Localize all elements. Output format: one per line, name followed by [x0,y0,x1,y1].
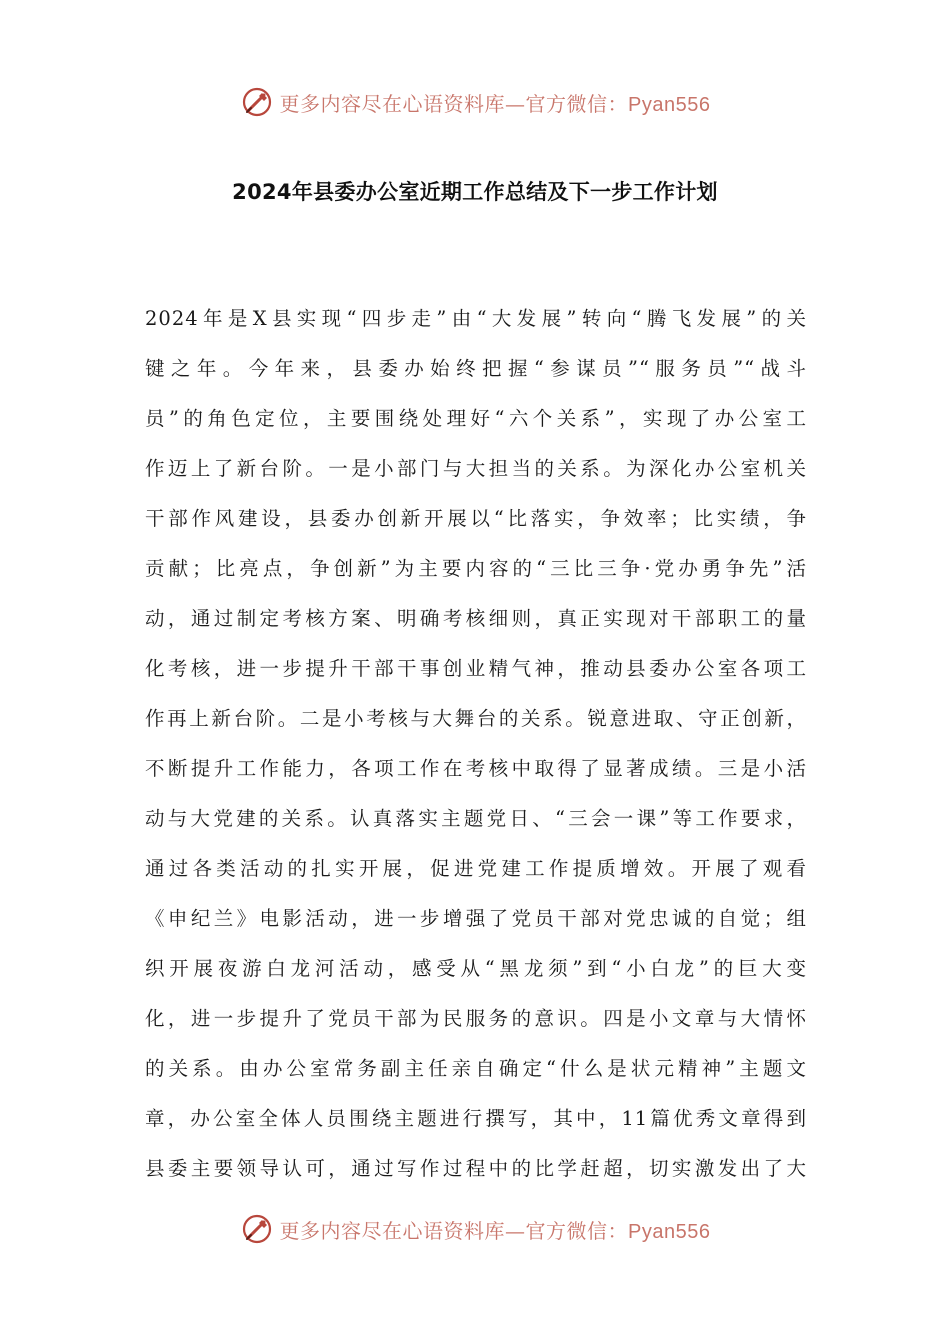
document-body [145,294,807,1194]
document-title: 2024年县委办公室近期工作总结及下一步工作计划 [232,180,718,204]
body-line: 《申纪兰》电影活动，进一步增强了党员干部对党忠诚的自觉；组 [145,907,807,930]
body-line: 作再上新台阶。二是小考核与大舞台的关系。锐意进取、守正创新， [145,707,807,730]
pen-logo-icon [240,1212,274,1246]
body-line: 动与大党建的关系。认真落实主题党日、“三会一课”等工作要求， [145,807,807,830]
watermark-text: 更多内容尽在心语资料库—官方微信：Pyan556 [279,1218,711,1243]
body-line: 章，办公室全体人员围绕主题进行撰写，其中，11篇优秀文章得到 [145,1107,807,1130]
wechat-id: Pyan556 [628,93,711,116]
body-line: 通过各类活动的扎实开展，促进党建工作提质增效。开展了观看 [145,857,807,880]
body-line: 键之年。今年来，县委办始终把握“参谋员”“服务员”“战斗 [145,357,807,380]
body-line: 化，进一步提升了党员干部为民服务的意识。四是小文章与大情怀 [145,1007,807,1030]
body-line: 动，通过制定考核方案、明确考核细则，真正实现对干部职工的量 [145,607,807,630]
body-line: 的关系。由办公室常务副主任亲自确定“什么是状元精神”主题文 [145,1057,807,1080]
watermark-text: 更多内容尽在心语资料库—官方微信：Pyan556 [279,91,711,116]
body-line: 县委主要领导认可，通过写作过程中的比学赶超，切实激发出了大 [145,1157,807,1180]
body-line: 不断提升工作能力，各项工作在考核中取得了显著成绩。三是小活 [145,757,807,780]
wechat-id: Pyan556 [628,1220,711,1243]
body-line: 化考核，进一步提升干部干事创业精气神，推动县委办公室各项工 [145,657,807,680]
header-watermark [0,82,950,122]
body-line: 织开展夜游白龙河活动，感受从“黑龙须”到“小白龙”的巨大变 [145,957,807,980]
body-line: 干部作风建设，县委办创新开展以“比落实，争效率；比实绩，争 [145,507,807,530]
footer-watermark [0,1209,950,1249]
pen-logo-icon [240,85,274,119]
body-line: 2024年是X县实现“四步走”由“大发展”转向“腾飞发展”的关 [145,307,807,330]
body-line: 贡献；比亮点，争创新”为主要内容的“三比三争·党办勇争先”活 [145,557,807,580]
body-line: 员”的角色定位，主要围绕处理好“六个关系”，实现了办公室工 [145,407,807,430]
body-line: 作迈上了新台阶。一是小部门与大担当的关系。为深化办公室机关 [145,457,807,480]
